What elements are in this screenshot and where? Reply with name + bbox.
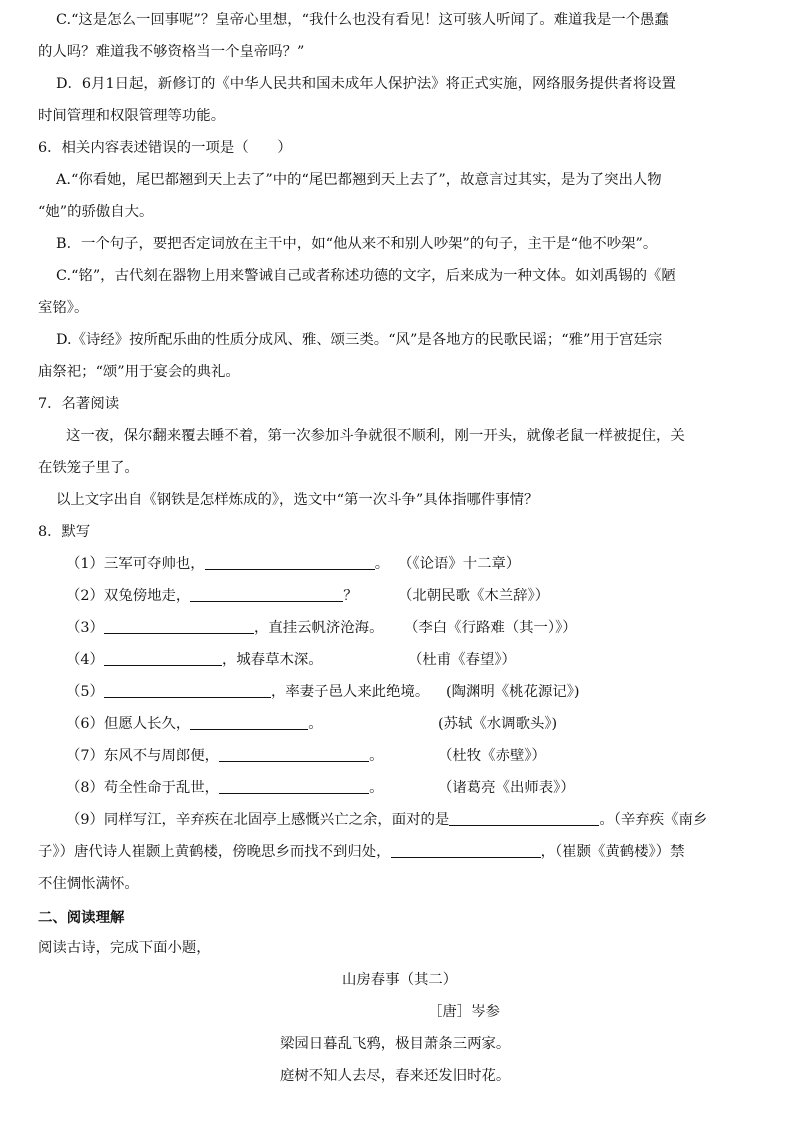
q5-option-d-line1: D．6月1日起，新修订的《中华人民共和国未成年人保护法》将正式实施，网络服务提供者将设置 [56, 76, 676, 92]
q5-option-c-line2: 的人吗？难道我不够资格当一个皇帝吗？” [38, 44, 305, 60]
q8-item-5-post: ，率妻子邑人来此绝境。 [270, 684, 430, 700]
q8-item-2-source: （北朝民歌《木兰辞》） [398, 588, 550, 604]
q6-option-d-line2: 庙祭祀；“颂”用于宴会的典礼。 [38, 364, 240, 380]
q8-stem: 8．默写 [38, 524, 91, 540]
q8-item-8 [66, 777, 383, 799]
q8-item-5 [66, 681, 429, 703]
q6-option-a-line1: A.“你看她，尾巴都翘到天上去了”中的“尾巴都翘到天上去了”，故意言过其实，是为了突出人物 [56, 172, 662, 188]
q7-stem: 7．名著阅读 [38, 396, 120, 412]
q8-item-5-pre: （5） [66, 684, 104, 700]
poem-author: ［唐］岑参 [428, 1004, 500, 1020]
q6-stem: 6．相关内容表述错误的一项是（ ） [38, 140, 292, 156]
q8-item-9-line1 [66, 809, 707, 831]
q6-option-c-line2: 室铭》。 [38, 300, 89, 316]
poem-line-2: 庭树不知人去尽，春来还发旧时花。 [280, 1068, 511, 1084]
q8-item-7-blank[interactable] [219, 746, 369, 762]
q7-passage-line1: 这一夜，保尔翻来覆去睡不着，第一次参加斗争就很不顺利，刚一开头，就像老鼠一样被捉住，关 [66, 428, 685, 444]
q8-item-5-blank[interactable] [104, 682, 271, 698]
q8-item-9-pre: （9）同样写江，辛弃疾在北固亭上感慨兴亡之余，面对的是 [66, 812, 450, 828]
q8-item-3-blank[interactable] [104, 618, 254, 634]
q7-question: 以上文字出自《钢铁是怎样炼成的》，选文中“第一次斗争”具体指哪件事情？ [56, 492, 539, 508]
q8-item-4-blank[interactable] [104, 650, 222, 666]
q8-item-1-source: （《论语》十二章） [398, 556, 521, 572]
q8-item-4 [66, 649, 323, 671]
section-2-intro: 阅读古诗，完成下面小题， [38, 940, 211, 956]
q8-item-7-source: （杜牧《赤壁》） [438, 748, 546, 764]
q8-item-8-post: 。 [369, 780, 384, 796]
q8-item-7 [66, 745, 383, 767]
q8-item-2-post: ？ [343, 588, 358, 604]
q8-item-4-pre: （4） [66, 652, 104, 668]
q8-item-8-blank[interactable] [219, 778, 369, 794]
q8-item-9-line2 [38, 841, 684, 863]
q8-item-9-blank-1[interactable] [449, 810, 599, 826]
q8-item-1 [66, 553, 389, 575]
q8-item-5-source: (陶渊明《桃花源记》) [446, 684, 580, 700]
q5-option-d-line2: 时间管理和权限管理等功能。 [38, 108, 226, 124]
q8-item-7-pre: （7）东风不与周郎便， [66, 748, 220, 764]
q8-item-3 [66, 617, 383, 639]
q8-item-2-pre: （2）双兔傍地走， [66, 588, 191, 604]
q6-option-d-line1: D.《诗经》按所配乐曲的性质分成风、雅、颂三类。“风”是各地方的民歌民谣；“雅”用于宫廷宗 [56, 332, 663, 348]
q8-item-6-post: 。 [308, 716, 323, 732]
q8-item-7-post: 。 [369, 748, 384, 764]
poem-line-1: 梁园日暮乱飞鸦，极目萧条三两家。 [280, 1036, 511, 1052]
q8-item-4-source: （杜甫《春望》） [408, 652, 516, 668]
q8-item-9-post: 。（辛弃疾《南乡 [599, 812, 708, 828]
section-2-heading: 二、阅读理解 [38, 910, 125, 926]
q8-item-2 [66, 585, 358, 607]
q6-option-c-line1: C.“铭”，古代刻在器物上用来警诫自己或者称述功德的文字，后来成为一种文体。如刘禹锡的《陋 [56, 268, 676, 284]
q8-item-3-post: ，直挂云帆济沧海。 [253, 620, 384, 636]
q8-item-4-post: ，城春草木深。 [221, 652, 323, 668]
q6-option-a-line2: “她”的骄傲自大。 [38, 204, 154, 220]
q7-passage-line2: 在铁笼子里了。 [38, 460, 139, 476]
q8-item-9-line2-pre: 子》）唐代诗人崔颢上黄鹤楼，傍晚思乡而找不到归处， [38, 844, 391, 860]
q8-item-6-source: (苏轼《水调歌头》) [438, 716, 558, 732]
q6-option-b: B．一个句子，要把否定词放在主干中，如“他从来不和别人吵架”的句子，主干是“他不吵架”。 [56, 236, 658, 252]
q8-item-3-source: （李白《行路难（其一）》） [404, 620, 577, 636]
q8-item-8-pre: （8）苟全性命于乱世， [66, 780, 220, 796]
q8-item-1-post: 。 [374, 556, 390, 572]
q8-item-3-pre: （3） [66, 620, 104, 636]
q5-option-c-line1: C.“这是怎么一回事呢”？皇帝心里想，“我什么也没有看见！这可骇人听闻了。难道我是一个愚蠢 [56, 12, 669, 28]
q8-item-9-line3: 不住惆怅满怀。 [38, 876, 139, 892]
q8-item-1-blank[interactable] [205, 554, 375, 570]
q8-item-6-blank[interactable] [190, 714, 308, 730]
q8-item-8-source: （诸葛亮《出师表》） [438, 780, 575, 796]
q8-item-2-blank[interactable] [190, 586, 343, 602]
q8-item-9-line2-post: ，（崔颢《黄鹤楼》）禁 [540, 844, 685, 860]
q8-item-6-pre: （6）但愿人长久， [66, 716, 191, 732]
q8-item-9-blank-2[interactable] [391, 842, 541, 858]
q8-item-6 [66, 713, 323, 735]
q8-item-1-pre: （1）三军可夺帅也， [66, 556, 205, 572]
poem-title: 山房春事（其二） [342, 972, 458, 988]
